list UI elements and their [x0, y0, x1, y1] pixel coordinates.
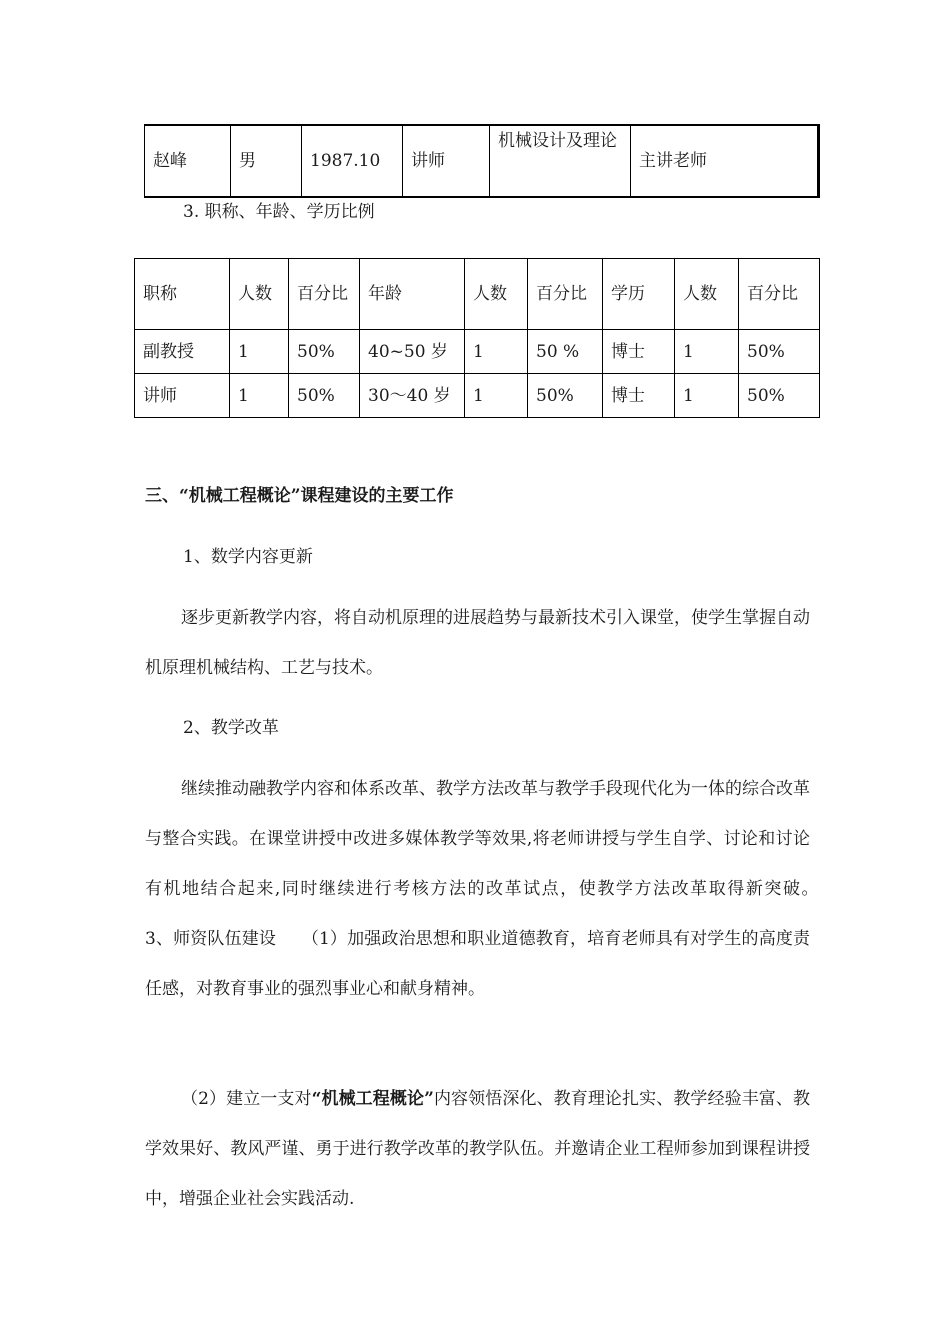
header-cell: 人数 [230, 259, 289, 330]
ratio-table [134, 258, 820, 418]
header-cell: 职称 [135, 259, 230, 330]
section-heading: 三、“机械工程概论”课程建设的主要工作 [145, 486, 454, 506]
table-cell: 50% [739, 374, 820, 418]
table-cell: 男 [231, 125, 302, 197]
table-cell: 40~50 岁 [360, 330, 465, 374]
subsection-1-body: 逐步更新教学内容，将自动机原理的进展趋势与最新技术引入课堂，使学生掌握自动机原理机械结构、工艺与技术。 [145, 608, 810, 678]
table-cell: 1 [675, 374, 739, 418]
table-cell: 副教授 [135, 330, 230, 374]
table-cell: 1 [675, 330, 739, 374]
table-cell: 1 [230, 374, 289, 418]
table-row [145, 125, 819, 197]
table-cell: 1 [465, 330, 528, 374]
table-cell: 1 [230, 330, 289, 374]
table-cell: 赵峰 [145, 125, 231, 197]
table-cell: 50% [528, 374, 603, 418]
subsection-1-title: 1、数学内容更新 [183, 547, 313, 567]
header-cell: 学历 [603, 259, 675, 330]
header-cell: 年龄 [360, 259, 465, 330]
table-cell: 30～40 岁 [360, 374, 465, 418]
table-cell: 50 % [528, 330, 603, 374]
table-row [135, 374, 820, 418]
table-cell: 博士 [603, 330, 675, 374]
header-cell: 人数 [675, 259, 739, 330]
table-cell: 50% [739, 330, 820, 374]
header-cell: 人数 [465, 259, 528, 330]
table-cell: 机械设计及理论 [490, 125, 631, 197]
subsection-2-body: 继续推动融教学内容和体系改革、教学方法改革与教学手段现代化为一体的综合改革与整合实践。在课堂讲授中改进多媒体教学等效果,将老师讲授与学生自学、讨论和讨论有机地结合起来,同时继续进行考核方法的改革试点，使教学方法改革取得新突破。 3、师资队伍建设 （1）加强政治思想和职业道德教育，培育老师具有对学生的高度责任感，对教育事业的强烈事业心和献身精神。 [145, 779, 844, 999]
header-cell: 百分比 [739, 259, 820, 330]
table-cell: 1987.10 [302, 125, 403, 197]
table-header-row [135, 259, 820, 330]
subsection-2-title: 2、教学改革 [183, 718, 279, 738]
section-3-title: 3. 职称、年龄、学历比例 [183, 202, 375, 222]
table-cell: 主讲老师 [631, 125, 819, 197]
staff-table [144, 124, 820, 198]
item-2-suffix: 内容领悟深化、教育理论扎实、教学经验丰富、教学效果好、教风严谨、勇于进行教学改革的教学队伍。并邀请企业工程师参加到课程讲授中，增强企业社会实践活动. [145, 1089, 811, 1209]
item-2-paragraph [145, 1074, 810, 1224]
table-cell: 50% [289, 330, 360, 374]
table-cell: 讲师 [403, 125, 490, 197]
table-row [135, 330, 820, 374]
course-name: “机械工程概论” [311, 1089, 434, 1109]
table-cell: 讲师 [135, 374, 230, 418]
table-cell: 50% [289, 374, 360, 418]
header-cell: 百分比 [289, 259, 360, 330]
item-2-prefix: （2）建立一支对 [181, 1089, 312, 1109]
table-cell: 1 [465, 374, 528, 418]
header-cell: 百分比 [528, 259, 603, 330]
table-cell: 博士 [603, 374, 675, 418]
